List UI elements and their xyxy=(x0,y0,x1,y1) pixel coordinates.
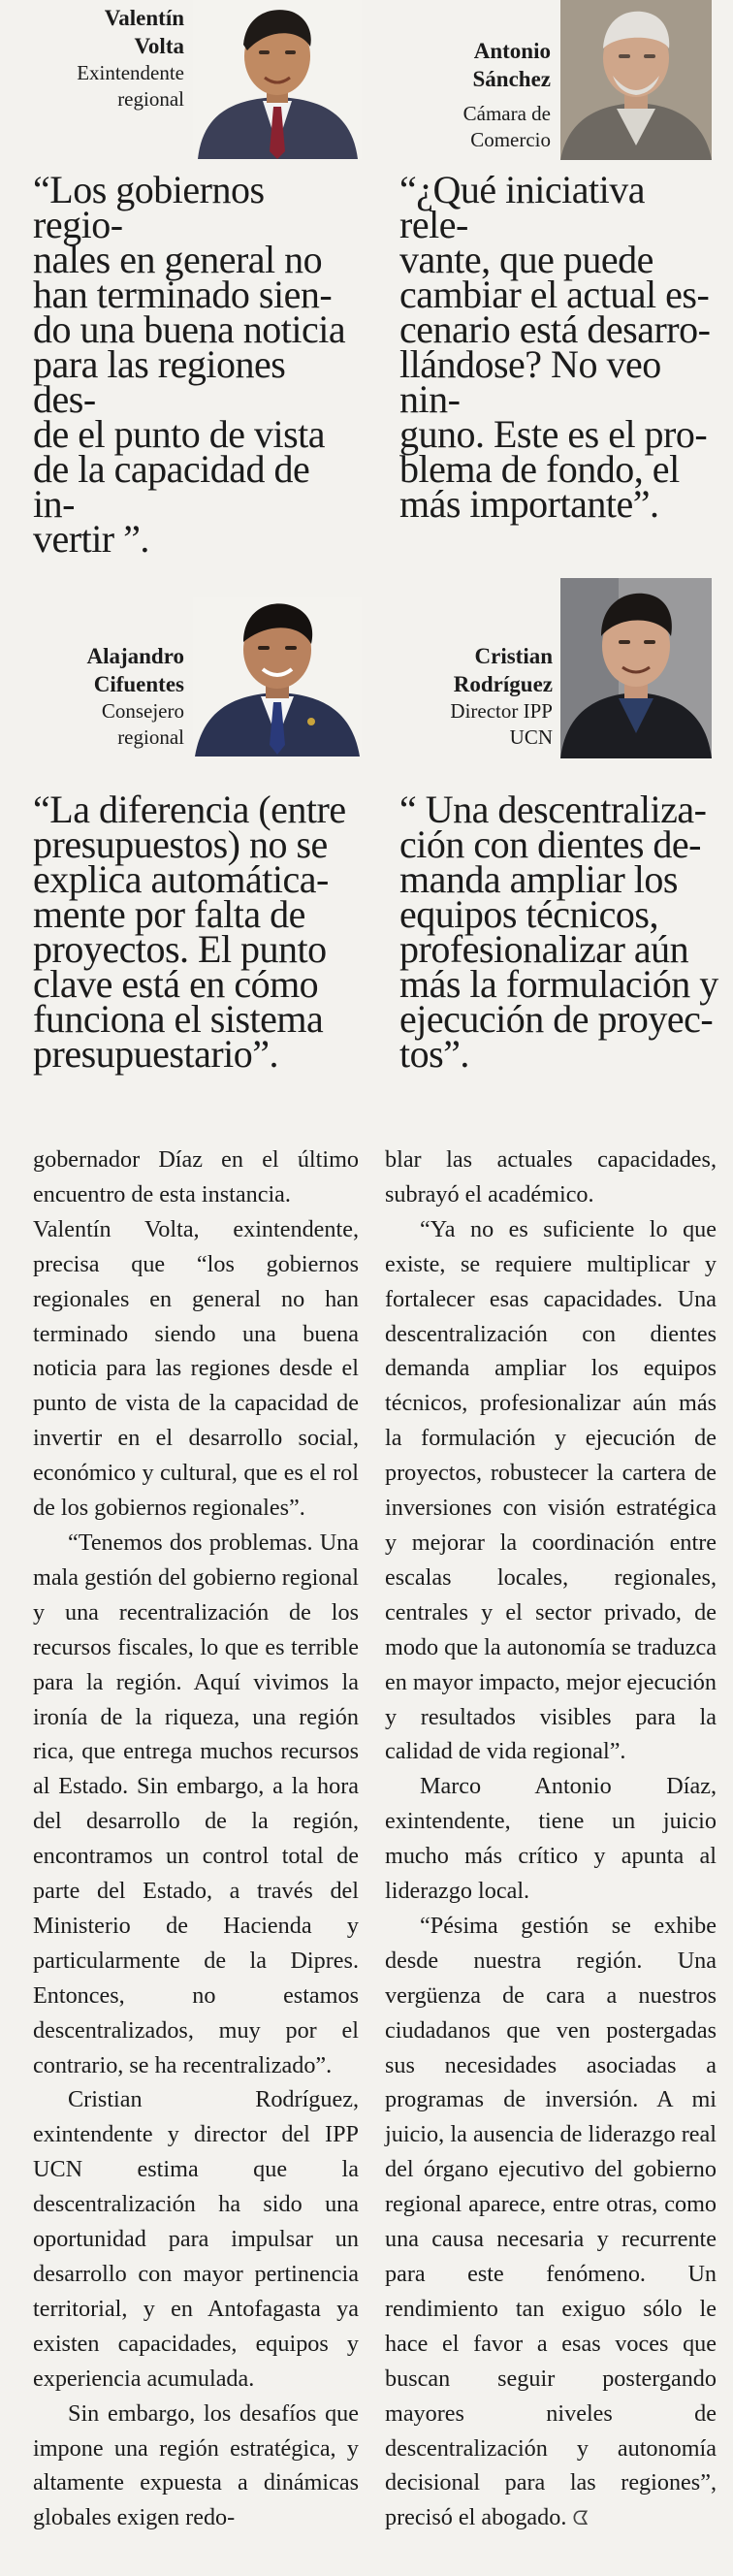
article-paragraph: “Pésima gestión se exhibe desde nuestra región. Una vergüenza de cara a nuestros ciudadanos que ven postergadas sus necesidades asociadas a programas de inversión. A mi juicio, la ausencia de liderazgo real del órgano ejecutivo del gobierno regional aparece, entre otras, como una causa necesaria y recurrente para este fenómeno. Un rendimiento tan exiguo sólo le hace el favor a esas voces que buscan seguir postergando mayores niveles de descentralización y autonomía decisional para las regiones”, precisó el abogado. ᗧ xyxy=(385,1912,717,2531)
profile-name: Alajandro Cifuentes xyxy=(86,644,184,696)
profile-name: Valentín Volta xyxy=(104,6,184,58)
portrait-photo xyxy=(560,578,712,758)
profile-quote: “ Una descentraliza- ción con dientes de- manda ampliar los equipos técnicos, profesionalizar aún más la formulación y ejecución de proyec- tos”. xyxy=(399,788,718,1076)
profile-name: Antonio Sánchez xyxy=(472,39,551,91)
end-of-article-icon: ᗧ xyxy=(572,2508,590,2530)
profile-role: Consejero regional xyxy=(101,699,184,749)
article-paragraph: Marco Antonio Díaz, exintendente, tiene un juicio mucho más crítico y apunta al liderazgo local. xyxy=(385,1773,717,1905)
article-paragraph: Valentín Volta, exintendente, precisa que “los gobiernos regionales en general no han terminado siendo una buena noticia para las regiones desde el punto de vista de la capacidad de invertir en el desarrollo social, económico y cultural, que es el rol de los gobiernos regionales”. xyxy=(33,1215,359,1522)
profile-quote: “Los gobiernos regio- nales en general no han terminado sien- do una buena noticia para las regiones des- de el punto de vista de la capacidad de in- vertir ”. xyxy=(33,168,346,561)
profile-quote: “La diferencia (entre presupuestos) no se explica automática- mente por falta de proyectos. El punto clave está en cómo funciona el sistema presupuestario”. xyxy=(33,788,346,1076)
portrait-photo xyxy=(193,0,362,159)
portrait-photo xyxy=(560,0,712,160)
article-paragraph: blar las actuales capacidades, subrayó el académico. xyxy=(385,1146,717,1208)
article-paragraph: Cristian Rodríguez, exintendente y director del IPP UCN estima que la descentralización ha sido una oportunidad para impulsar un desarrollo con mayor pertinencia territorial, y en Antofagasta ya existen capacidades, equipos y experiencia acumulada. xyxy=(33,2086,359,2392)
profile-name: Cristian Rodríguez xyxy=(453,644,553,696)
article-paragraph: “Tenemos dos problemas. Una mala gestión del gobierno regional y una recentralización de los recursos fiscales, lo que es terrible para la región. Aquí vivimos la ironía de la riqueza, una región rica, que entrega muchos recursos al Estado. Sin embargo, a la hora del desarrollo de la región, encontramos un control total de parte del Estado, a través del Ministerio de Hacienda y particularmente de la Dipres. Entonces, no estamos descentralizados, muy por el contrario, se ha recentralizado”. xyxy=(33,1529,359,2078)
portrait-illustration xyxy=(193,597,362,757)
profile-role: Cámara de Comercio xyxy=(462,102,551,151)
article-paragraph: gobernador Díaz en el último encuentro de esta instancia. xyxy=(33,1146,359,1208)
portrait-photo xyxy=(193,597,362,757)
article-paragraph: “Ya no es suficiente lo que existe, se requiere multiplicar y fortalecer esas capacidades. Una descentralización con dientes demanda ampliar los equipos técnicos, profesionalizar aún más la formulación y ejecución de proyectos, robustecer la cartera de inversiones con visión estratégica y mejorar la coordinación entre escalas locales, regionales, centrales y el sector privado, de modo que la autonomía se traduzca en mayor impacto, mejor ejecución y resultados visibles para la calidad de vida regional”. xyxy=(385,1215,717,1765)
profile-quote: “¿Qué iniciativa rele- vante, que puede cambiar el actual es- cenario está desarro- llándose? No veo nin- guno. Este es el pro- blema de fondo, el más importante”. xyxy=(399,168,711,526)
profile-role: Exintendente regional xyxy=(77,61,184,111)
profile-role: Director IPP UCN xyxy=(450,699,553,749)
article-column-right xyxy=(385,1143,717,2537)
article-column-left xyxy=(33,1143,359,2535)
portrait-illustration xyxy=(193,0,362,159)
portrait-illustration xyxy=(560,0,712,160)
article-paragraph: Sin embargo, los desafíos que impone una región estratégica, y altamente expuesta a dinámicas globales exigen redo- xyxy=(33,2399,359,2531)
portrait-illustration xyxy=(560,578,712,758)
